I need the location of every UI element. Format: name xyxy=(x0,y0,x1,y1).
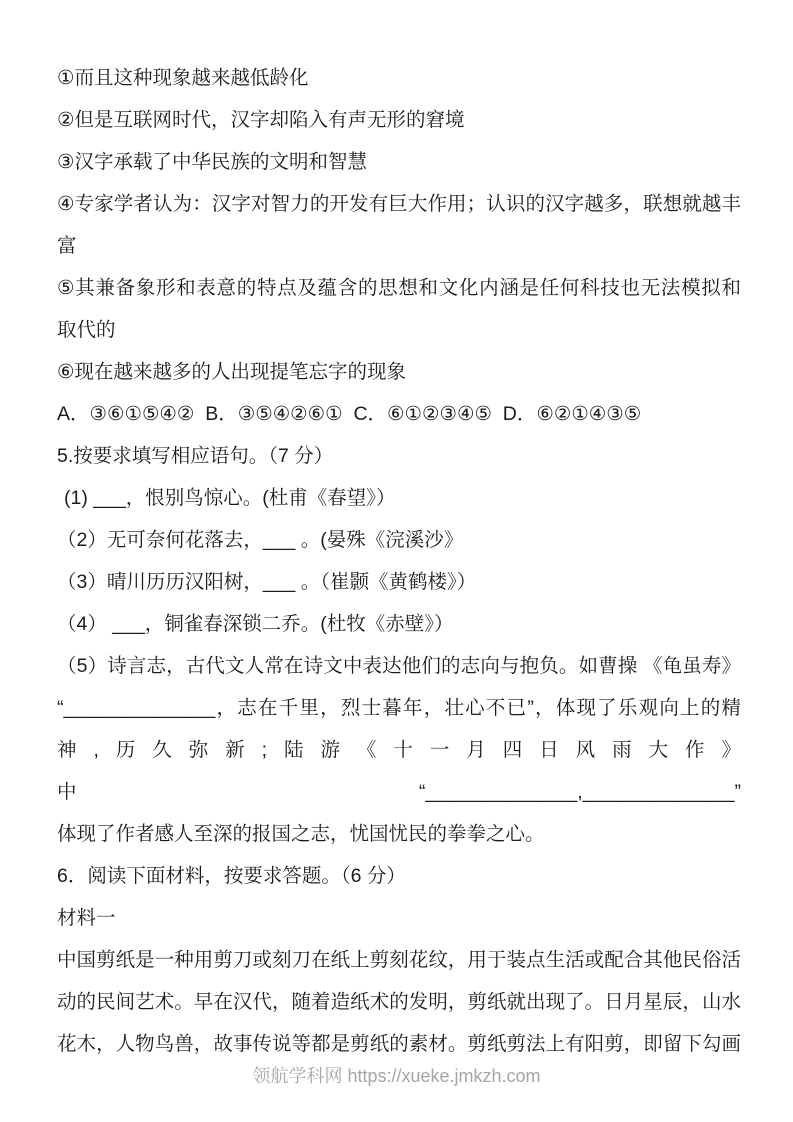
q5-item-5-line4: 体现了作者感人至深的报国之志，忧国忧民的拳拳之心。 xyxy=(57,823,545,845)
q6-material-1-text-line3: 花木，人物鸟兽，故事传说等都是剪纸的素材。剪纸剪法上有阳剪，即留下勾画 xyxy=(57,1033,741,1055)
footer-watermark: 领航学科网 https://xueke.jmkzh.com xyxy=(252,1066,541,1086)
q4-sentence-5-line2: 取代的 xyxy=(57,319,116,341)
q5-item-2: （2）无可奈何花落去，___ 。(晏殊《浣溪沙》 xyxy=(57,529,464,551)
q4-sentence-4-line1: ④专家学者认为：汉字对智力的开发有巨大作用；认识的汉字越多，联想就越丰 xyxy=(57,193,741,215)
q4-sentence-1: ①而且这种现象越来越低龄化 xyxy=(57,67,309,89)
q5-item-3: （3）晴川历历汉阳树，___ 。（崔颢《黄鹤楼》） xyxy=(57,571,477,593)
q4-sentence-2: ②但是互联网时代，汉字却陷入有声无形的窘境 xyxy=(57,109,465,131)
q6-title: 6．阅读下面材料，按要求答题。（6 分） xyxy=(57,865,406,887)
q6-material-1-text-line2: 动的民间艺术。早在汉代，随着造纸术的发明，剪纸就出现了。日月星辰，山水 xyxy=(57,991,741,1013)
q5-item-1: (1) ___，恨别鸟惊心。(杜甫《春望》） xyxy=(64,487,396,509)
q5-item-5-line1: （5）诗言志，古代文人常在诗文中表达他们的志向与抱负。如曹操 《龟虽寿》 xyxy=(57,655,741,677)
exam-document xyxy=(57,57,741,1065)
q4-sentence-4-line2: 富 xyxy=(57,235,77,257)
q5-title: 5.按要求填写相应语句。（7 分） xyxy=(57,445,334,467)
q6-material-1-text-line1: 中国剪纸是一种用剪刀或刻刀在纸上剪刻花纹，用于装点生活或配合其他民俗活 xyxy=(57,949,741,971)
q4-sentence-6: ⑥现在越来越多的人出现提笔忘字的现象 xyxy=(57,361,406,383)
q4-sentence-3: ③汉字承载了中华民族的文明和智慧 xyxy=(57,151,367,173)
q4-answer-options: A．③⑥①⑤④② B．③⑤④②⑥① C．⑥①②③④⑤ D．⑥②①④③⑤ xyxy=(57,403,642,425)
q5-item-5-line2: “______________，志在千里，烈士暮年，壮心不已”，体现了乐观向上的精 xyxy=(57,697,741,719)
q6-material-1-label: 材料一 xyxy=(57,907,116,929)
q4-sentence-5-line1: ⑤其兼备象形和表意的特点及蕴含的思想和文化内涵是任何科技也无法模拟和 xyxy=(57,277,741,299)
q5-item-4: （4） ___，铜雀春深锁二乔。(杜牧《赤壁》） xyxy=(57,613,454,635)
q5-item-5-line3: 神,历久弥新;陆游《十一月四日风雨大作》中“______________,______________” xyxy=(57,739,741,803)
